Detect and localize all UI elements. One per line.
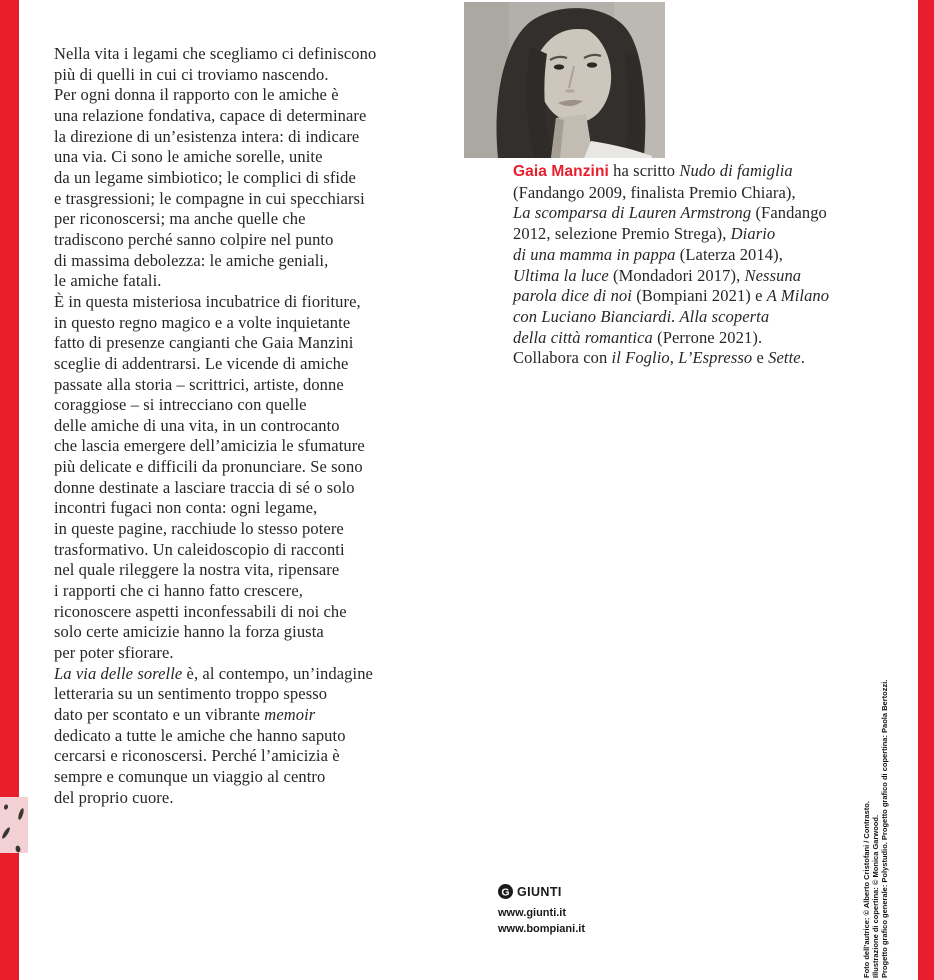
text-line: letteraria su un sentimento troppo spesso	[54, 684, 328, 704]
text-line: dedicato a tutte le amiche che hanno saputo	[54, 725, 346, 745]
text-line: di massima debolezza: le amiche geniali,	[54, 250, 329, 270]
text-line: una via. Ci sono le amiche sorelle, unite	[54, 147, 323, 167]
text-line: Progetto grafico generale: Polystudio. Progetto grafico di copertina: Paola Bertozzi.	[880, 679, 889, 978]
text-line: di una mamma in pappa (Laterza 2014),	[513, 244, 783, 264]
text-line: più delicate e difficili da pronunciare. Se sono	[54, 457, 363, 477]
text-line: la direzione di un’esistenza intera: di indicare	[54, 126, 360, 146]
text-line: passate alla storia – scrittrici, artiste, donne	[54, 374, 344, 394]
publisher-row	[498, 884, 585, 899]
publisher-name: GIUNTI	[517, 884, 562, 899]
giunti-logo-icon	[498, 884, 513, 899]
text-line: una relazione fondativa, capace di determinare	[54, 105, 367, 125]
text-line: La scomparsa di Lauren Armstrong (Fandango	[513, 203, 827, 223]
text-line: fatto di presenze cangianti che Gaia Manzini	[54, 333, 354, 353]
text-line: della città romantica (Perrone 2021).	[513, 327, 763, 347]
text-line: La via delle sorelle è, al contempo, un’indagine	[54, 663, 373, 683]
text-line: 2012, selezione Premio Strega), Diario	[513, 224, 776, 244]
text-line: (Fandango 2009, finalista Premio Chiara),	[513, 182, 796, 202]
text-line: trasformativo. Un caleidoscopio di racconti	[54, 539, 345, 559]
text-line: in questo regno magico e a volte inquietante	[54, 312, 351, 332]
text-line: più di quelli in cui ci troviamo nascendo.	[54, 64, 329, 84]
svg-text:G: G	[501, 886, 510, 899]
text-line: da un legame simbiotico; le complici di sfide	[54, 167, 356, 187]
text-line: cercarsi e riconoscersi. Perché l’amicizia è	[54, 746, 340, 766]
text-line: È in questa misteriosa incubatrice di fioriture,	[54, 291, 361, 311]
text-line: del proprio cuore.	[54, 787, 174, 807]
illustration-peek-graphic	[0, 797, 28, 853]
text-line: donne destinate a lasciare traccia di sé o solo	[54, 477, 355, 497]
text-line: i rapporti che ci hanno fatto crescere,	[54, 581, 303, 601]
text-line: Nella vita i legami che scegliamo ci definiscono	[54, 44, 377, 63]
text-line: nel quale rileggere la nostra vita, ripensare	[54, 560, 340, 580]
text-line: tradiscono perché sanno colpire nel punto	[54, 229, 334, 249]
text-line: parola dice di noi (Bompiani 2021) e A Milano	[513, 286, 830, 306]
text-line: per riconoscersi; ma anche quelle che	[54, 209, 306, 229]
text-line: sempre e comunque un viaggio al centro	[54, 766, 326, 786]
cover-illustration-peek	[0, 797, 28, 853]
right-red-edge-bar	[918, 0, 934, 980]
text-line: e trasgressioni; le compagne in cui specchiarsi	[54, 188, 365, 208]
text-line: Collabora con il Foglio, L’Espresso e Sette.	[513, 348, 805, 368]
text-line: Foto dell’autrice: © Alberto Cristofani / Contrasto.	[862, 801, 871, 978]
text-line: Ultima la luce (Mondadori 2017), Nessuna	[513, 265, 802, 285]
publisher-urls	[498, 905, 585, 937]
portrait-photo-graphic	[464, 2, 665, 158]
text-line: solo certe amicizie hanno la forza giusta	[54, 622, 324, 642]
publisher-footer	[498, 884, 585, 937]
text-line: incontri fugaci non conta: ogni legame,	[54, 498, 318, 518]
text-line: delle amiche di una vita, in un controcanto	[54, 415, 340, 435]
photo-credits	[862, 603, 889, 978]
author-bio-text	[513, 161, 873, 369]
author-photo	[464, 2, 665, 158]
text-line: con Luciano Bianciardi. Alla scoperta	[513, 306, 770, 326]
text-line: www.giunti.it	[498, 907, 567, 919]
text-line: riconoscere aspetti inconfessabili di noi che	[54, 601, 347, 621]
text-line: Gaia Manzini ha scritto Nudo di famiglia	[513, 161, 793, 180]
text-line: Illustrazione di copertina: © Monica Garwood.	[871, 814, 880, 978]
text-line: sceglie di addentrarsi. Le vicende di amiche	[54, 353, 349, 373]
text-line: Per ogni donna il rapporto con le amiche è	[54, 85, 339, 105]
text-line: le amiche fatali.	[54, 271, 162, 291]
text-line: per poter sfiorare.	[54, 643, 174, 663]
text-line: www.bompiani.it	[498, 923, 585, 935]
text-line: che lascia emergere dell’amicizia le sfumature	[54, 436, 365, 456]
text-line: dato per scontato e un vibrante memoir	[54, 705, 316, 724]
synopsis-text	[54, 44, 464, 808]
text-line: coraggiose – si intrecciano con quelle	[54, 395, 307, 415]
text-line: in queste pagine, racchiude lo stesso potere	[54, 519, 344, 539]
